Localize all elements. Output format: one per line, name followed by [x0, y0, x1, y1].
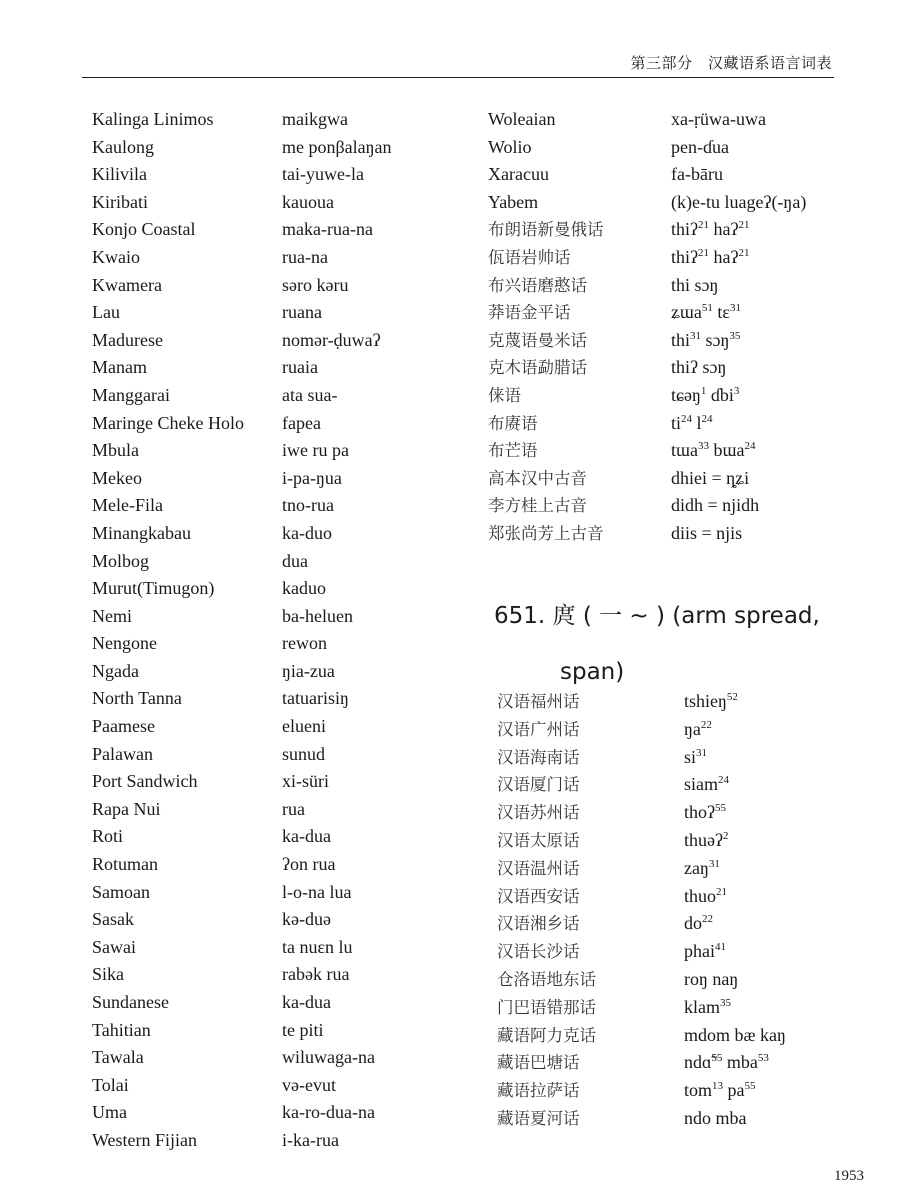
wordlist-row — [497, 966, 857, 994]
wordlist-row — [92, 216, 472, 244]
word-form: rabək rua — [282, 964, 350, 985]
form-segment: haʔ — [709, 219, 739, 240]
tone-number: 35 — [729, 329, 741, 342]
form-segment: l — [692, 412, 702, 433]
wordlist-row — [488, 354, 848, 382]
wordlist-row — [92, 520, 472, 548]
form-segment: dhiei = ȵʑi — [671, 467, 750, 488]
language-name: 俫语 — [488, 385, 521, 405]
entry-heading — [494, 588, 854, 700]
word-form: ta nuɛn lu — [282, 936, 353, 957]
wordlist-row — [488, 465, 848, 493]
language-name: Mele-Fila — [92, 495, 163, 516]
language-name: Mekeo — [92, 467, 142, 488]
wordlist-row — [488, 410, 848, 438]
word-form — [684, 910, 713, 938]
word-form — [671, 465, 749, 493]
language-name: Rotuman — [92, 854, 158, 875]
form-segment: zaŋ — [684, 857, 709, 878]
word-form — [684, 744, 707, 772]
entry-heading-line2: span) — [560, 659, 625, 685]
language-name: North Tanna — [92, 688, 182, 709]
language-name: 布兴语磨憨话 — [488, 275, 587, 295]
form-segment: tom — [684, 1080, 713, 1101]
language-name: Tahitian — [92, 1019, 151, 1040]
word-form: ruana — [282, 302, 322, 323]
wordlist-row — [92, 465, 472, 493]
word-form: xa-ṛüwa-uwa — [671, 109, 766, 129]
wordlist-row — [497, 1077, 857, 1105]
word-form — [671, 327, 740, 355]
form-segment: si — [684, 746, 697, 767]
tone-number: 2 — [722, 829, 729, 842]
tone-number: 22 — [702, 913, 713, 926]
word-form: tatuarisiŋ — [282, 688, 349, 709]
language-name: Sundanese — [92, 992, 169, 1012]
word-form: iwe ru pa — [282, 440, 349, 461]
tone-number: 13 — [712, 1080, 724, 1093]
wordlist-row — [92, 823, 472, 851]
word-form: tai-yuwe-la — [282, 164, 364, 185]
wordlist-row — [488, 437, 848, 465]
wordlist-row — [92, 1017, 472, 1045]
word-form: xi-süri — [282, 771, 329, 792]
wordlist-row — [488, 299, 848, 327]
language-name: Tawala — [92, 1047, 144, 1068]
form-segment: do — [684, 913, 702, 934]
language-name: Port Sandwich — [92, 771, 198, 792]
word-form: rua — [282, 798, 305, 819]
word-form: ba-heluen — [282, 605, 353, 626]
language-name: Manggarai — [92, 384, 170, 405]
word-form: tno-rua — [282, 495, 334, 516]
wordlist-row — [92, 161, 472, 189]
right-column-wordlist-top — [488, 106, 848, 548]
language-name: Ngada — [92, 660, 139, 681]
word-form: (k)e-tu luageʔ(-ŋa) — [671, 191, 807, 212]
wordlist-row — [488, 382, 848, 410]
word-form — [684, 883, 727, 911]
language-name: Murut(Timugon) — [92, 578, 215, 599]
language-name: 汉语长沙话 — [497, 942, 580, 962]
form-segment: thoʔ — [684, 802, 715, 823]
wordlist-row — [488, 492, 848, 520]
form-segment: klam — [684, 996, 720, 1017]
language-name: 仓洛语地东话 — [497, 969, 596, 989]
wordlist-row — [92, 244, 472, 272]
language-name: 汉语太原话 — [497, 830, 580, 850]
language-name: Uma — [92, 1102, 127, 1123]
tone-number: 41 — [715, 941, 726, 954]
wordlist-row — [92, 685, 472, 713]
form-segment: tɯa — [671, 440, 698, 461]
wordlist-row — [497, 1049, 857, 1077]
word-form — [684, 1105, 747, 1133]
form-segment: haʔ — [709, 246, 739, 267]
page-number: 1953 — [834, 1168, 864, 1184]
tone-number: 55 — [744, 1080, 756, 1093]
form-segment: tɕəŋ — [671, 384, 701, 405]
form-segment: bɯa — [709, 440, 745, 461]
word-form: me ponβalaŋan — [282, 136, 392, 157]
word-form — [684, 716, 712, 744]
word-form: i-ka-rua — [282, 1129, 339, 1150]
language-name: 佤语岩帅话 — [488, 247, 571, 267]
tone-number: 33 — [698, 440, 709, 453]
language-name: Kaulong — [92, 136, 154, 157]
word-form: pen-ɗua — [671, 136, 729, 157]
word-form — [671, 437, 756, 465]
language-name: Mbula — [92, 440, 139, 461]
word-form — [671, 492, 759, 520]
wordlist-row — [92, 106, 472, 134]
form-segment: sɔŋ — [701, 329, 730, 350]
word-form: nomər-ḍuwaʔ — [282, 329, 381, 350]
wordlist-row — [92, 327, 472, 355]
running-header: 第三部分 汉藏语系语言词表 — [630, 54, 832, 72]
tone-number: 22 — [700, 718, 712, 731]
language-name: 克蔑语曼米话 — [488, 330, 587, 350]
word-form — [684, 938, 726, 966]
language-name: Manam — [92, 357, 147, 378]
language-name: Kilivila — [92, 164, 147, 185]
word-form — [684, 799, 726, 827]
language-name: 李方桂上古音 — [488, 496, 587, 516]
wordlist-row — [488, 189, 848, 217]
form-segment: thuəʔ — [684, 829, 723, 850]
word-form: rua-na — [282, 246, 328, 267]
language-name: Nemi — [92, 605, 132, 626]
language-name: 布芒语 — [488, 441, 538, 461]
language-name: Kiribati — [92, 191, 148, 212]
word-form: ŋia-zua — [282, 660, 335, 681]
wordlist-row — [92, 354, 472, 382]
language-name: Molbog — [92, 550, 150, 571]
word-form: ʔon rua — [282, 854, 336, 875]
tone-number: 24 — [718, 774, 729, 787]
tone-number: 31 — [690, 329, 702, 342]
language-name: 汉语海南话 — [497, 747, 580, 767]
word-form — [671, 272, 718, 300]
tone-number: 21 — [698, 246, 709, 259]
word-form — [684, 1022, 786, 1050]
tone-number: 51 — [701, 302, 713, 315]
word-form: elueni — [282, 716, 326, 737]
wordlist-row — [92, 437, 472, 465]
language-name: Samoan — [92, 881, 150, 902]
language-name: Nengone — [92, 633, 157, 654]
word-form: maka-rua-na — [282, 219, 373, 240]
tone-number: 55 — [715, 802, 726, 815]
language-name: 藏语巴塘话 — [497, 1053, 580, 1073]
wordlist-row — [488, 134, 848, 162]
language-name: Sawai — [92, 936, 136, 957]
word-form — [671, 410, 713, 438]
wordlist-row — [92, 410, 472, 438]
word-form — [671, 216, 749, 244]
wordlist-row — [488, 106, 848, 134]
form-segment: roŋ naŋ — [684, 968, 739, 989]
language-name: 汉语苏州话 — [497, 803, 580, 823]
language-name: Konjo Coastal — [92, 219, 196, 240]
word-form: rewon — [282, 633, 327, 654]
form-segment: mdom bæ kaŋ — [684, 1024, 786, 1045]
wordlist-row — [92, 961, 472, 989]
word-form — [671, 382, 739, 410]
language-name: Sika — [92, 964, 125, 985]
language-name: 克木语勐腊话 — [488, 358, 587, 378]
wordlist-row — [92, 989, 472, 1017]
language-name: Kalinga Linimos — [92, 109, 214, 129]
tone-number: 3 — [733, 384, 740, 397]
wordlist-row — [92, 189, 472, 217]
word-form: l-o-na lua — [282, 881, 352, 902]
header-rule — [82, 77, 834, 78]
word-form: dua — [282, 550, 308, 571]
wordlist-row — [497, 827, 857, 855]
language-name: Rapa Nui — [92, 798, 161, 819]
language-name: Kwaio — [92, 246, 140, 267]
form-segment: didh = njidh — [671, 495, 760, 516]
language-name: Xaracuu — [488, 164, 549, 185]
tone-number: 24 — [681, 412, 693, 425]
wordlist-row — [92, 796, 472, 824]
wordlist-row — [497, 771, 857, 799]
tone-number: 53 — [757, 1052, 769, 1065]
form-segment: ŋa — [684, 718, 701, 739]
word-form — [684, 827, 728, 855]
wordlist-row — [92, 713, 472, 741]
word-form — [684, 1077, 756, 1105]
language-name: 藏语阿力克话 — [497, 1025, 596, 1045]
word-form: səro kəru — [282, 274, 349, 295]
wordlist-row — [497, 938, 857, 966]
wordlist-row — [92, 492, 472, 520]
entry-heading-line1: 651. 庹 ( 一 ~ ) (arm spread, — [494, 603, 820, 629]
word-form: ka-dua — [282, 826, 331, 847]
word-form — [684, 771, 729, 799]
language-name: Paamese — [92, 716, 155, 737]
language-name: Madurese — [92, 329, 163, 350]
form-segment: ɗbi — [706, 384, 734, 405]
tone-number: 31 — [729, 302, 741, 315]
language-name: Lau — [92, 302, 120, 323]
language-name: 汉语厦门话 — [497, 775, 580, 795]
word-form: və-evut — [282, 1074, 336, 1095]
language-name: 藏语夏河话 — [497, 1108, 580, 1128]
tone-number: 31 — [696, 746, 708, 759]
wordlist-row — [497, 716, 857, 744]
language-name: Kwamera — [92, 274, 162, 295]
form-segment: phai — [684, 941, 715, 962]
word-form: wiluwaga-na — [282, 1047, 375, 1068]
wordlist-row — [92, 1099, 472, 1127]
tone-number: 24 — [701, 412, 713, 425]
language-name: 汉语湘乡话 — [497, 914, 580, 934]
language-name: Western Fijian — [92, 1129, 198, 1150]
word-form — [684, 1049, 769, 1077]
wordlist-row — [488, 520, 848, 548]
word-form: te piti — [282, 1019, 324, 1040]
wordlist-row — [488, 161, 848, 189]
word-form — [671, 244, 749, 272]
word-form: kaduo — [282, 578, 326, 599]
language-name: 郑张尚芳上古音 — [488, 523, 604, 543]
word-form: fa-bāru — [671, 164, 723, 185]
tone-number: 52 — [726, 691, 738, 703]
language-name: 汉语广州话 — [497, 719, 580, 739]
tone-number: 35 — [720, 996, 731, 1009]
form-segment: thi — [671, 329, 691, 350]
tone-number: 21 — [738, 246, 750, 259]
word-form: kauoua — [282, 191, 334, 212]
wordlist-row — [488, 327, 848, 355]
word-form: ruaia — [282, 357, 318, 378]
form-segment: pa — [723, 1080, 745, 1101]
wordlist-row — [92, 603, 472, 631]
word-form: fapea — [282, 412, 321, 433]
wordlist-row — [92, 134, 472, 162]
wordlist-row — [92, 630, 472, 658]
wordlist-row — [497, 1022, 857, 1050]
wordlist-row — [92, 1044, 472, 1072]
form-segment: diis = njis — [671, 522, 743, 543]
tone-number: 24 — [744, 440, 756, 453]
language-name: 布朗语新曼俄话 — [488, 220, 604, 240]
form-segment: thiʔ — [671, 246, 698, 267]
form-segment: siam — [684, 774, 718, 795]
wordlist-row — [92, 934, 472, 962]
word-form — [671, 354, 726, 382]
language-name: 汉语温州话 — [497, 858, 580, 878]
form-segment: thi sɔŋ — [671, 274, 719, 295]
form-segment: tshieŋ — [684, 691, 727, 711]
word-form: ata sua- — [282, 384, 338, 405]
language-name: Minangkabau — [92, 522, 191, 543]
language-name: 藏语拉萨话 — [497, 1081, 580, 1101]
wordlist-row — [92, 1127, 472, 1155]
word-form: ka-duo — [282, 522, 332, 543]
language-name: 门巴语错那话 — [497, 997, 596, 1017]
wordlist-row — [92, 879, 472, 907]
form-segment: tɛ — [712, 302, 730, 323]
wordlist-row — [92, 272, 472, 300]
language-name: Roti — [92, 826, 124, 847]
form-segment: thuo — [684, 885, 717, 906]
word-form — [684, 688, 738, 716]
wordlist-row — [92, 768, 472, 796]
tone-number: 21 — [698, 219, 709, 232]
wordlist-row — [92, 741, 472, 769]
language-name: 莽语金平话 — [488, 303, 571, 323]
left-column-wordlist — [92, 106, 472, 1155]
language-name: 高本汉中古音 — [488, 468, 587, 488]
form-segment: ti — [671, 412, 682, 433]
language-name: Palawan — [92, 743, 153, 764]
language-name: Maringe Cheke Holo — [92, 412, 244, 433]
word-form: sunud — [282, 743, 326, 764]
tone-number: 21 — [738, 219, 750, 232]
language-name: Wolio — [488, 136, 532, 157]
wordlist-row — [497, 799, 857, 827]
wordlist-row — [497, 855, 857, 883]
form-segment: thiʔ sɔŋ — [671, 357, 727, 378]
word-form: kə-duə — [282, 909, 331, 930]
word-form — [684, 855, 720, 883]
wordlist-row — [497, 688, 857, 716]
wordlist-row — [92, 575, 472, 603]
language-name: Sasak — [92, 909, 134, 930]
word-form — [684, 994, 731, 1022]
language-name: Tolai — [92, 1074, 129, 1095]
wordlist-row — [497, 744, 857, 772]
wordlist-row — [92, 1072, 472, 1100]
form-segment: mba — [722, 1052, 758, 1073]
word-form: ka-dua — [282, 992, 331, 1012]
wordlist-row — [488, 272, 848, 300]
word-form — [671, 299, 741, 327]
wordlist-row — [92, 548, 472, 576]
tone-number: 31 — [708, 857, 720, 870]
wordlist-row — [497, 994, 857, 1022]
tone-number: 55 — [711, 1052, 723, 1065]
language-name: Yabem — [488, 191, 539, 212]
word-form: i-pa-ŋua — [282, 467, 342, 488]
wordlist-row — [497, 1105, 857, 1133]
language-name: 汉语西安话 — [497, 886, 580, 906]
language-name: 汉语福州话 — [497, 692, 580, 711]
right-column-wordlist-bottom — [497, 688, 857, 1133]
word-form: maikgwa — [282, 109, 348, 129]
language-name: 布赓语 — [488, 413, 538, 433]
form-segment: thiʔ — [671, 219, 698, 240]
wordlist-row — [92, 851, 472, 879]
wordlist-row — [92, 299, 472, 327]
form-segment: ndo mba — [684, 1107, 747, 1128]
word-form — [671, 520, 742, 548]
wordlist-row — [497, 910, 857, 938]
form-segment: ndɑ̃ — [684, 1052, 712, 1073]
tone-number: 21 — [716, 885, 728, 898]
wordlist-row — [497, 883, 857, 911]
wordlist-row — [488, 244, 848, 272]
form-segment: ʑɯa — [671, 302, 702, 323]
language-name: Woleaian — [488, 109, 556, 129]
wordlist-row — [92, 906, 472, 934]
word-form — [684, 966, 738, 994]
tone-number: 1 — [700, 384, 707, 397]
wordlist-row — [92, 382, 472, 410]
word-form: ka-ro-dua-na — [282, 1102, 375, 1123]
wordlist-row — [488, 216, 848, 244]
wordlist-row — [92, 658, 472, 686]
